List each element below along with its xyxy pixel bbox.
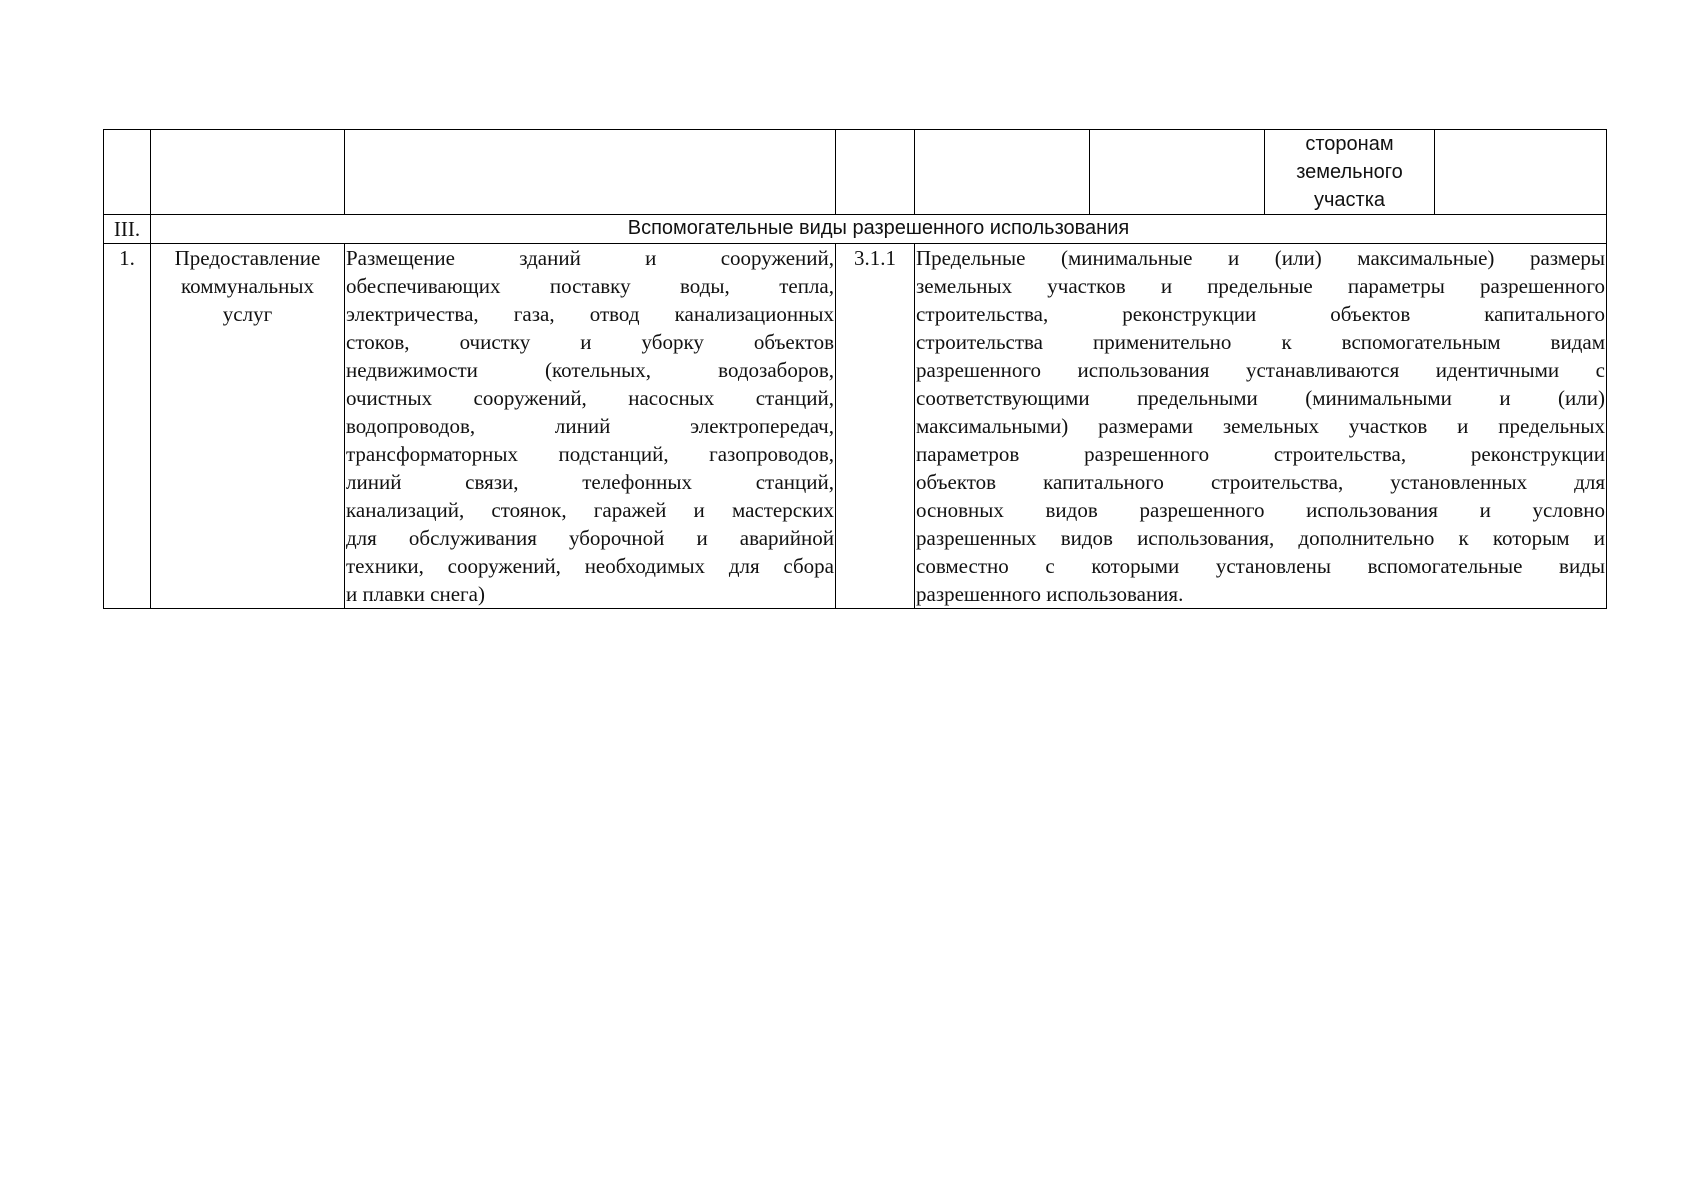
row-number: 1.	[104, 244, 151, 609]
land-use-table	[103, 129, 1607, 609]
cell-boundary-setback	[1265, 130, 1435, 215]
section-header-row	[104, 215, 1607, 244]
cell-empty	[915, 130, 1090, 215]
land-use-parameters	[915, 244, 1607, 609]
text-line: параметров разрешенного строительства, реконструкции	[916, 442, 1605, 466]
text-line: максимальными) размерами земельных участков и предельных	[916, 414, 1605, 438]
text-line: и плавки снега)	[346, 582, 485, 606]
text-line: разрешенного использования.	[916, 582, 1184, 606]
text-line: строительства, реконструкции объектов капитального	[916, 302, 1605, 326]
text-line: разрешенного использования устанавливаются идентичными с	[916, 358, 1605, 382]
text-line: стоков, очистку и уборку объектов	[346, 330, 834, 354]
text-line: земельных участков и предельные параметры разрешенного	[916, 274, 1605, 298]
text-line: для обслуживания уборочной и аварийной	[346, 526, 834, 550]
text-line: участка	[1313, 189, 1385, 211]
land-use-code: 3.1.1	[836, 244, 915, 609]
text-line: Размещение зданий и сооружений,	[346, 246, 834, 270]
text-line: водопроводов, линий электропередач,	[346, 414, 834, 438]
text-line: техники, сооружений, необходимых для сбора	[346, 554, 834, 578]
text-line: Предоставление	[174, 246, 321, 270]
text-line: сторонам	[1305, 133, 1394, 155]
cell-empty	[836, 130, 915, 215]
section-number: III.	[104, 215, 151, 244]
section-title: Вспомогательные виды разрешенного использования	[151, 215, 1607, 244]
text-line: соответствующими предельными (минимальными и (или)	[916, 386, 1605, 410]
text-line: очистных сооружений, насосных станций,	[346, 386, 834, 410]
text-line: Предельные (минимальные и (или) максимальные) размеры	[916, 246, 1605, 270]
land-use-description	[345, 244, 836, 609]
cell-empty	[1435, 130, 1607, 215]
text-line: коммунальных	[181, 274, 314, 298]
cell-empty	[345, 130, 836, 215]
text-line: трансформаторных подстанций, газопроводов,	[346, 442, 834, 466]
text-line: основных видов разрешенного использования и условно	[916, 498, 1605, 522]
text-line: недвижимости (котельных, водозаборов,	[346, 358, 834, 382]
cell-empty	[1090, 130, 1265, 215]
text-line: совместно с которыми установлены вспомогательные виды	[916, 554, 1605, 578]
text-line: обеспечивающих поставку воды, тепла,	[346, 274, 834, 298]
land-use-name	[151, 244, 345, 609]
table-row-continuation	[104, 130, 1607, 215]
table-row	[104, 244, 1607, 609]
text-line: электричества, газа, отвод канализационных	[346, 302, 834, 326]
text-line: строительства применительно к вспомогательным видам	[916, 330, 1605, 354]
text-line: разрешенных видов использования, дополнительно к которым и	[916, 526, 1605, 550]
text-line: объектов капитального строительства, установленных для	[916, 470, 1605, 494]
cell-empty	[151, 130, 345, 215]
text-line: услуг	[222, 302, 273, 326]
cell-empty	[104, 130, 151, 215]
text-line: канализаций, стоянок, гаражей и мастерских	[346, 498, 834, 522]
text-line: земельного	[1296, 161, 1403, 183]
text-line: линий связи, телефонных станций,	[346, 470, 834, 494]
